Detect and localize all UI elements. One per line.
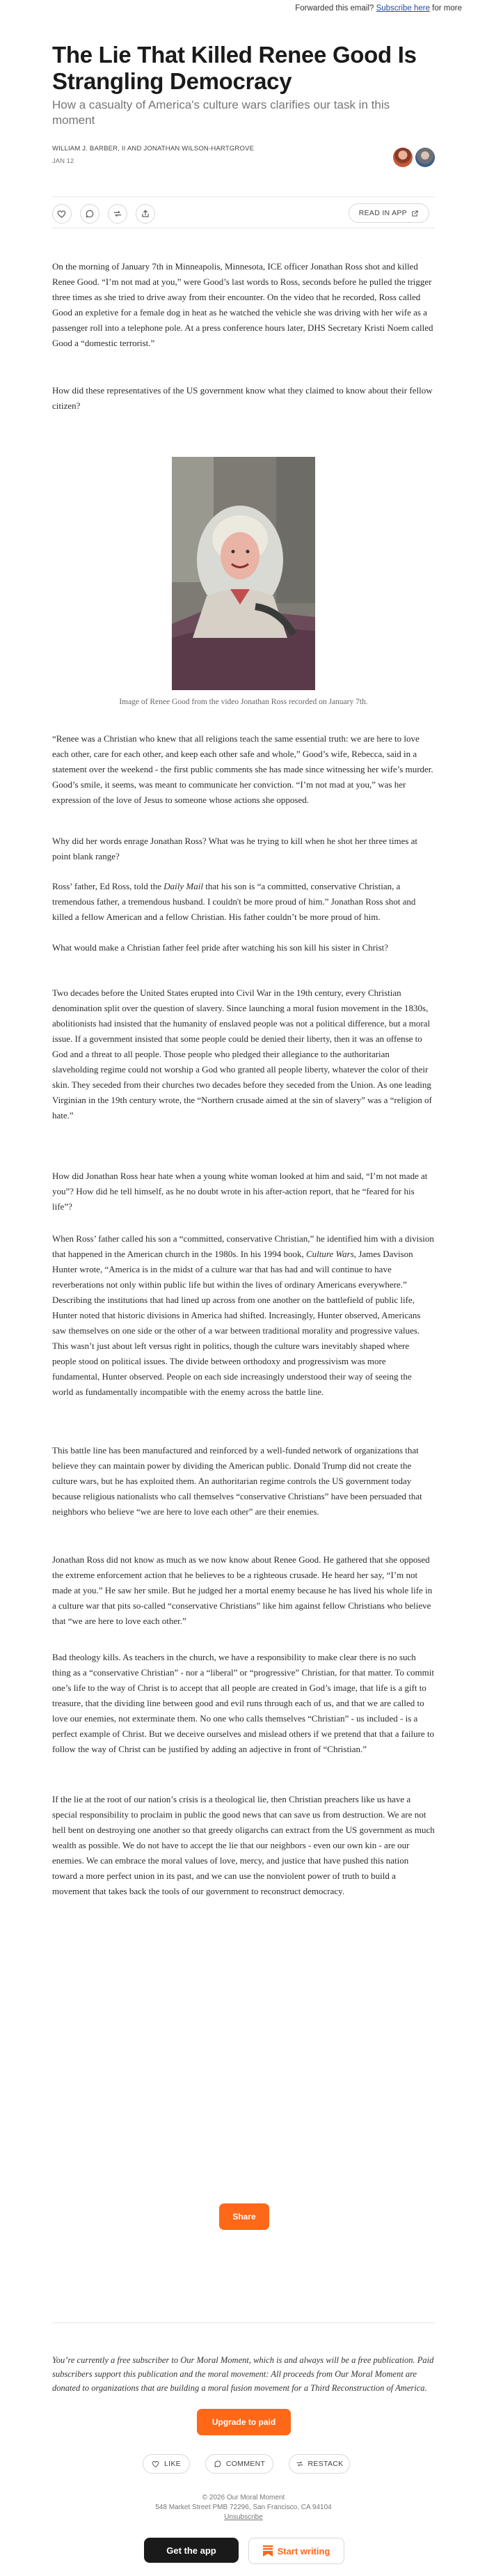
post-action-bar [52,196,435,228]
paragraph-2: How did these representatives of the US government know what they claimed to know about their fellow citizen? [52,385,433,411]
paragraph-9 [52,1231,435,1400]
paragraph-5-text-b: that his son is “a committed, conservative Christian, a tremendous father, a tremendous husband. I couldn't be more proud of him.” Jonathan Ross shot and killed a fellow American and a fellow Christian. His father couldn’t be more proud of him. [52,881,416,922]
footer-restack-button[interactable] [289,2454,350,2474]
comment-icon [85,209,95,219]
culture-wars-book: Culture Wars [306,1249,354,1259]
restack-button[interactable] [108,204,127,224]
upgrade-to-paid-button[interactable]: Upgrade to paid [197,2409,291,2435]
comment-button[interactable] [80,204,99,224]
photo-caption: Image of Renee Good from the video Jonathan Ross recorded on January 7th. [119,698,368,706]
paragraph-7: Two decades before the United States erupted into Civil War in the 19th century, every Christian denomination split over the question of slavery. Since launching a moral fusion movement in the 1830s, abolitionists had insisted that the humanity of enslaved people was not a political difference, but a moral issue. If a government insisted that some people could be denied their liberty, then it was an offense to God and a threat to all people. Those people who pledged their allegiance to the authoritarian slaveholding regime could not worship a God who granted all people liberty, whatever the color of their skin. They seceded from their churches two decades before they seceded from the Union. As one leading Virginian in the 19th century wrote, the “Northern crusade aimed at the sin of slavery” was a “religion of hate.” [52,988,432,1121]
comment-icon [214,2460,222,2468]
paragraph-12: Bad theology kills. As teachers in the church, we have a responsibility to make clear there is no such thing as a “conservative Christian” - nor a “liberal” or “progressive” Christian, for that matter. To commit one’s life to the way of Christ is to accept that all people are created in God’s image, that life is a gift to treasure, that the dividing line between good and evil runs through each of us, and that we are called to love our enemies, not exterminate them. No one who calls themselves “Christian” - us included - is a perfect example of Christ. But we deceive ourselves and mislead others if we pretend that that a failure to follow the way of Christ can be justified by adding an adjective in front of “Christian.” [52,1652,435,1754]
subscribe-link[interactable]: Subscribe here [376,4,430,13]
heart-icon [152,2460,160,2468]
paragraph-9-text-b: , James Davison Hunter wrote, “America is in the midst of a culture war that has had and will continue to have reverberations not only within public life but within the lives of ordinary Americans everywhere.” Describing the institutions that had lined up across from one another on the battlefield of public life, Hunter noted that historic divisions in America had shifted. Increasingly, Hunter observed, Americans saw themselves on one side or the other of a war between traditional morality and progressive values. This wasn’t just about left versus right in politics, though the culture wars inevitably shaped where people stood on political issues. The divide between orthodoxy and progressivism was more fundamental, Hunter observed. People on each side increasingly understood their way of seeing the world as fundamentally incompatible with the enemy across the battle line. [52,1249,421,1397]
start-writing-button[interactable] [248,2538,344,2564]
read-in-app-button[interactable] [349,203,429,223]
external-link-icon [411,210,419,217]
share-icon [141,209,150,219]
post-title[interactable]: The Lie That Killed Renee Good Is Strangling Democracy [52,42,417,94]
substack-logo-icon [263,2545,273,2557]
post-subtitle: How a casualty of America's culture wars clarifies our task in this moment [52,98,390,127]
mailing-address: 548 Market Street PMB 72296, San Francisco, CA 94104 [155,2504,332,2511]
paragraph-1: On the morning of January 7th in Minneapolis, Minnesota, ICE officer Jonathan Ross shot and killed Renee Good. “I’m not mad at you,” were Good’s last words to Ross, seconds before he pulled the trigger three times as she tried to drive away from their encounter. On the video that he recorded, Ross called Good an expletive for a female dog in heat as he watched the vehicle she was driving with her wife as a passenger roll into a telephone pole. At a press conference hours later, DHS Secretary Kristi Noem called Good a “domestic terrorist.” [52,261,433,348]
like-label: LIKE [164,2460,181,2468]
paragraph-9-text-a: When Ross’ father called his son a “committed, conservative Christian,” he identified him with a division that happened in the American church in the 1980s. In his 1994 book, [52,1233,434,1259]
get-the-app-button[interactable]: Get the app [144,2538,239,2563]
forward-suffix: for more [432,4,462,13]
footer-like-button[interactable] [143,2454,190,2474]
subscriber-note: You’re currently a free subscriber to Our Moral Moment, which is and always will be a free publication. Paid subscribers support this publication and the moral movement: All proceeds from Our Moral Moment are donated to organizations that are building a moral fusion movement for a Third Reconstruction of America. [52,2355,434,2393]
renee-good-video-still[interactable] [172,457,315,690]
comment-label: COMMENT [225,2460,266,2468]
share-button[interactable] [136,204,155,224]
like-button[interactable] [52,204,72,224]
paragraph-11: Jonathan Ross did not know as much as we now know about Renee Good. He gathered that she opposed the extreme enforcement action that he believes to be a righteous crusade. He heard her say, “I’m not made at you.” He saw her smile. But he judged her a mortal enemy because he has lived his whole life in a culture war that pits so-called “conservative Christians” like him against fellow Christians who believe that “we are here to love each other.” [52,1554,433,1626]
author-avatar-barber[interactable] [393,148,413,167]
paragraph-10: This battle line has been manufactured and reinforced by a well-funded network of organizations that believe they can maintain power by dividing the American public. Donald Trump did not create the culture wars, but he has exploited them. An authoritarian regime controls the US government today because religious nationalists who call themselves “conservative Christians” have been persuaded that neighbors who believe “we are here to love each other” are their enemies. [52,1445,422,1517]
forward-prefix: Forwarded this email? [295,4,374,13]
daily-mail-source: Daily Mail [163,881,203,891]
paragraph-13: If the lie at the root of our nation’s crisis is a theological lie, then Christian preachers like us have a special responsibility to proclaim in public the good news that can save us from destruction. We are not hell bent on destroying one another so that greedy oligarchs can extract from the US government as much wealth as possible. We do not have to accept the lie that our neighbors - even our own kin - are our enemies. We can embrace the moral values of love, mercy, and justice that have pushed this nation toward a more perfect union in its past, and we can use the nonviolent power of truth to build a movement that takes back the tools of our government to reconstruct democracy. [52,1794,435,1896]
footer-comment-button[interactable] [205,2454,273,2474]
forward-banner [0,4,462,13]
paragraph-5-text-a: Ross’ father, Ed Ross, told the [52,881,164,891]
paragraph-8: How did Jonathan Ross hear hate when a young white woman looked at him and said, “I’m not made at you”? How did he tell himself, as he no doubt wrote in his after-action report, that he “feared for his life”? [52,1171,428,1212]
start-writing-label: Start writing [277,2545,330,2557]
author-avatar-wilson-hartgrove[interactable] [415,148,435,167]
heart-icon [57,209,67,219]
restack-label: RESTACK [308,2460,344,2468]
byline[interactable]: WILLIAM J. BARBER, II AND JONATHAN WILSON-HARTGROVE [52,145,255,153]
share-post-button[interactable]: Share [219,2203,269,2230]
read-in-app-label: READ IN APP [358,209,407,217]
paragraph-3: “Renee was a Christian who knew that all religions teach the same essential truth: we are here to love each other, care for each other, and keep each other safe and whole,” Good’s wife, Rebecca, said in a statement over the weekend - the first public comments she has made since witnessing her wife’s murder. Good’s smile, it seems, was meant to communicate her conviction. “I’m not mad at you,” was her expression of the love of Jesus to someone whose actions she opposed. [52,733,433,805]
paragraph-5 [52,879,435,925]
paragraph-6: What would make a Christian father feel pride after watching his son kill his sister in Christ? [52,942,389,953]
unsubscribe-link[interactable]: Unsubscribe [224,2513,263,2521]
restack-icon [113,209,122,219]
post-date: JAN 12 [52,157,74,165]
restack-icon [296,2460,304,2468]
copyright: © 2026 Our Moral Moment [202,2494,285,2501]
paragraph-4: Why did her words enrage Jonathan Ross? What was he trying to kill when he shot her three times at point blank range? [52,836,418,861]
